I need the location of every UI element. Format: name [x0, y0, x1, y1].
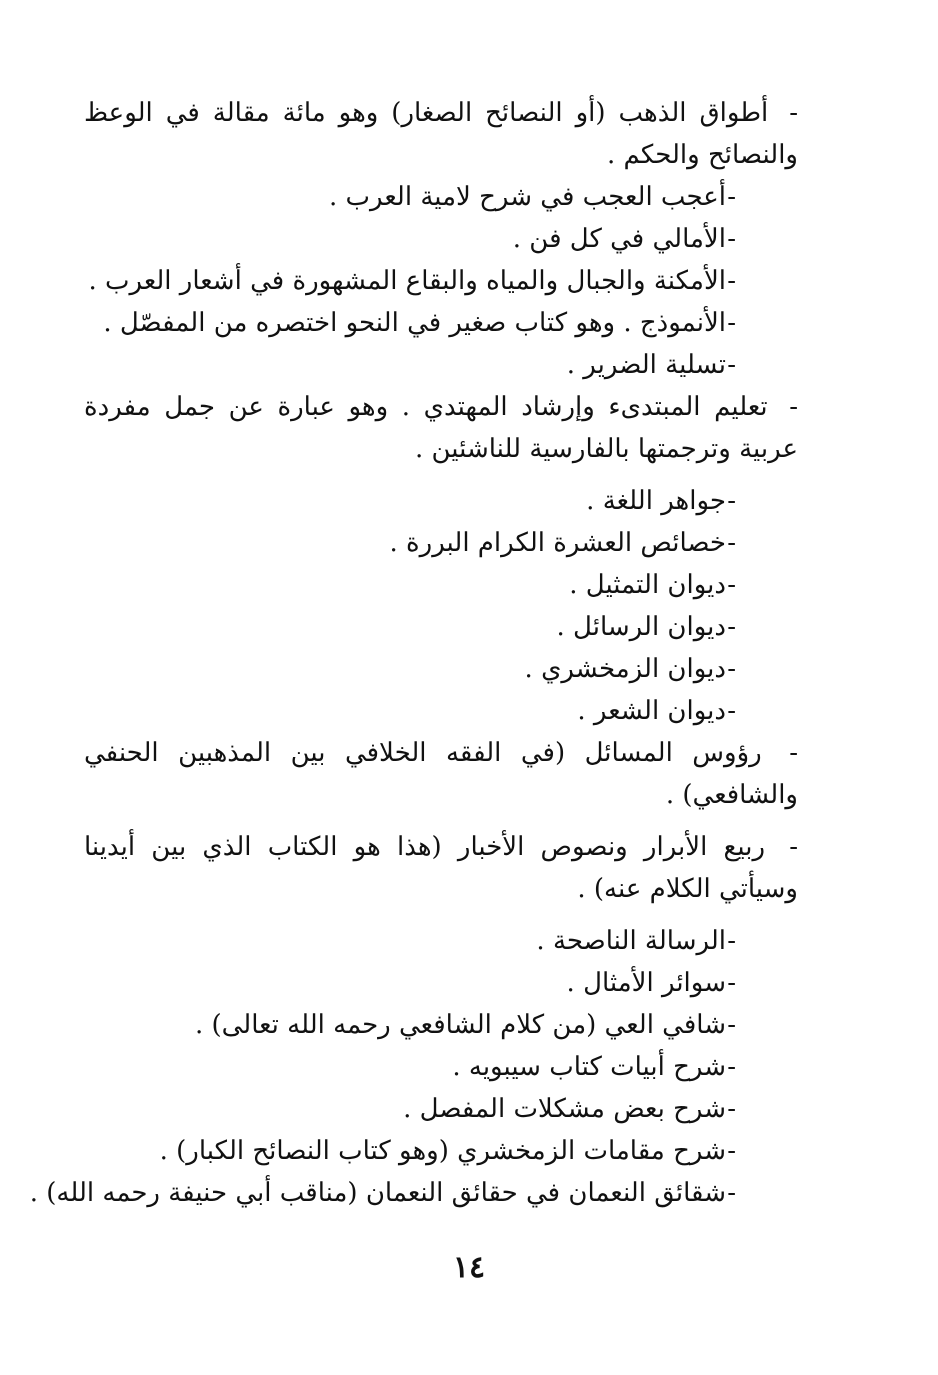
- entry-text: تعليم المبتدىء وإرشاد المهتدي . وهو عبارة عن جمل مفردة عربية وترجمتها بالفارسية للناشئين .: [84, 392, 798, 464]
- entry-text: ربيع الأبرار ونصوص الأخبار (هذا هو الكتاب الذي بين أيدينا وسيأتي الكلام عنه) .: [84, 832, 798, 904]
- entry-text: الرسالة الناصحة .: [536, 926, 726, 956]
- list-item: - شرح بعض مشكلات المفصل .: [403, 1094, 736, 1124]
- list-item: - شرح مقامات الزمخشري (وهو كتاب النصائح الكبار) .: [159, 1136, 736, 1166]
- entry-text: ديوان الرسائل .: [556, 612, 726, 642]
- list-item: - خصائص العشرة الكرام البررة .: [389, 528, 736, 558]
- list-item: - الرسالة الناصحة .: [536, 926, 736, 956]
- list-item: - الأنموذج . وهو كتاب صغير في النحو اختصره من المفصّل .: [103, 308, 736, 338]
- entry-text: شرح بعض مشكلات المفصل .: [403, 1094, 726, 1124]
- list-item: - تسلية الضرير .: [566, 350, 736, 380]
- entry-text: شرح أبيات كتاب سيبويه .: [452, 1052, 726, 1082]
- list-item: - ديوان الرسائل .: [556, 612, 736, 642]
- list-item: - ربيع الأبرار ونصوص الأخبار (هذا هو الكتاب الذي بين أيدينا وسيأتي الكلام عنه) .: [84, 832, 799, 904]
- entry-text: الأمالي في كل فن .: [512, 224, 726, 254]
- entry-text: ديوان التمثيل .: [569, 570, 726, 600]
- list-item: - ديوان الشعر .: [577, 696, 736, 726]
- entry-text: ديوان الزمخشري .: [524, 654, 726, 684]
- entry-text: شرح مقامات الزمخشري (وهو كتاب النصائح الكبار) .: [159, 1136, 726, 1166]
- entry-text: ديوان الشعر .: [577, 696, 726, 726]
- list-item: - شافي العي (من كلام الشافعي رحمه الله تعالى) .: [194, 1010, 736, 1040]
- list-item: - جواهر اللغة .: [586, 486, 736, 516]
- entry-text: الأمكنة والجبال والمياه والبقاع المشهورة في أشعار العرب .: [88, 266, 726, 296]
- entry-text: أعجب العجب في شرح لامية العرب .: [329, 182, 726, 212]
- entry-text: سوائر الأمثال .: [566, 968, 726, 998]
- spacer: [84, 910, 798, 920]
- entry-text: خصائص العشرة الكرام البررة .: [389, 528, 726, 558]
- entry-text: رؤوس المسائل (في الفقه الخلافي بين المذهبين الحنفي والشافعي) .: [84, 738, 798, 810]
- entry-text: الأنموذج . وهو كتاب صغير في النحو اختصره من المفصّل .: [103, 308, 726, 338]
- list-item: - ديوان الزمخشري .: [524, 654, 736, 684]
- list-item: - الأمالي في كل فن .: [512, 224, 736, 254]
- list-item: - تعليم المبتدىء وإرشاد المهتدي . وهو عبارة عن جمل مفردة عربية وترجمتها بالفارسية للناشئين .: [84, 392, 799, 464]
- entry-text: تسلية الضرير .: [566, 350, 726, 380]
- page-number: ١٤: [452, 1250, 486, 1285]
- entry-text: شافي العي (من كلام الشافعي رحمه الله تعالى) .: [194, 1010, 726, 1040]
- spacer: [84, 470, 798, 480]
- entry-text: جواهر اللغة .: [586, 486, 726, 516]
- list-item: - أطواق الذهب (أو النصائح الصغار) وهو مائة مقالة في الوعظ والنصائح والحكم .: [84, 98, 799, 170]
- list-item: - رؤوس المسائل (في الفقه الخلافي بين المذهبين الحنفي والشافعي) .: [84, 738, 798, 810]
- spacer: [84, 816, 798, 826]
- list-item: - ديوان التمثيل .: [569, 570, 736, 600]
- list-item: - شرح أبيات كتاب سيبويه .: [452, 1052, 736, 1082]
- list-item: - أعجب العجب في شرح لامية العرب .: [329, 182, 736, 212]
- list-item: - شقائق النعمان في حقائق النعمان (مناقب أبي حنيفة رحمه الله) .: [29, 1178, 736, 1208]
- list-item: - الأمكنة والجبال والمياه والبقاع المشهورة في أشعار العرب .: [88, 266, 736, 296]
- entry-text: أطواق الذهب (أو النصائح الصغار) وهو مائة مقالة في الوعظ والنصائح والحكم .: [84, 98, 798, 170]
- entry-text: شقائق النعمان في حقائق النعمان (مناقب أبي حنيفة رحمه الله) .: [29, 1178, 726, 1208]
- bibliography-list: [29, 92, 799, 1214]
- list-item: - سوائر الأمثال .: [566, 968, 736, 998]
